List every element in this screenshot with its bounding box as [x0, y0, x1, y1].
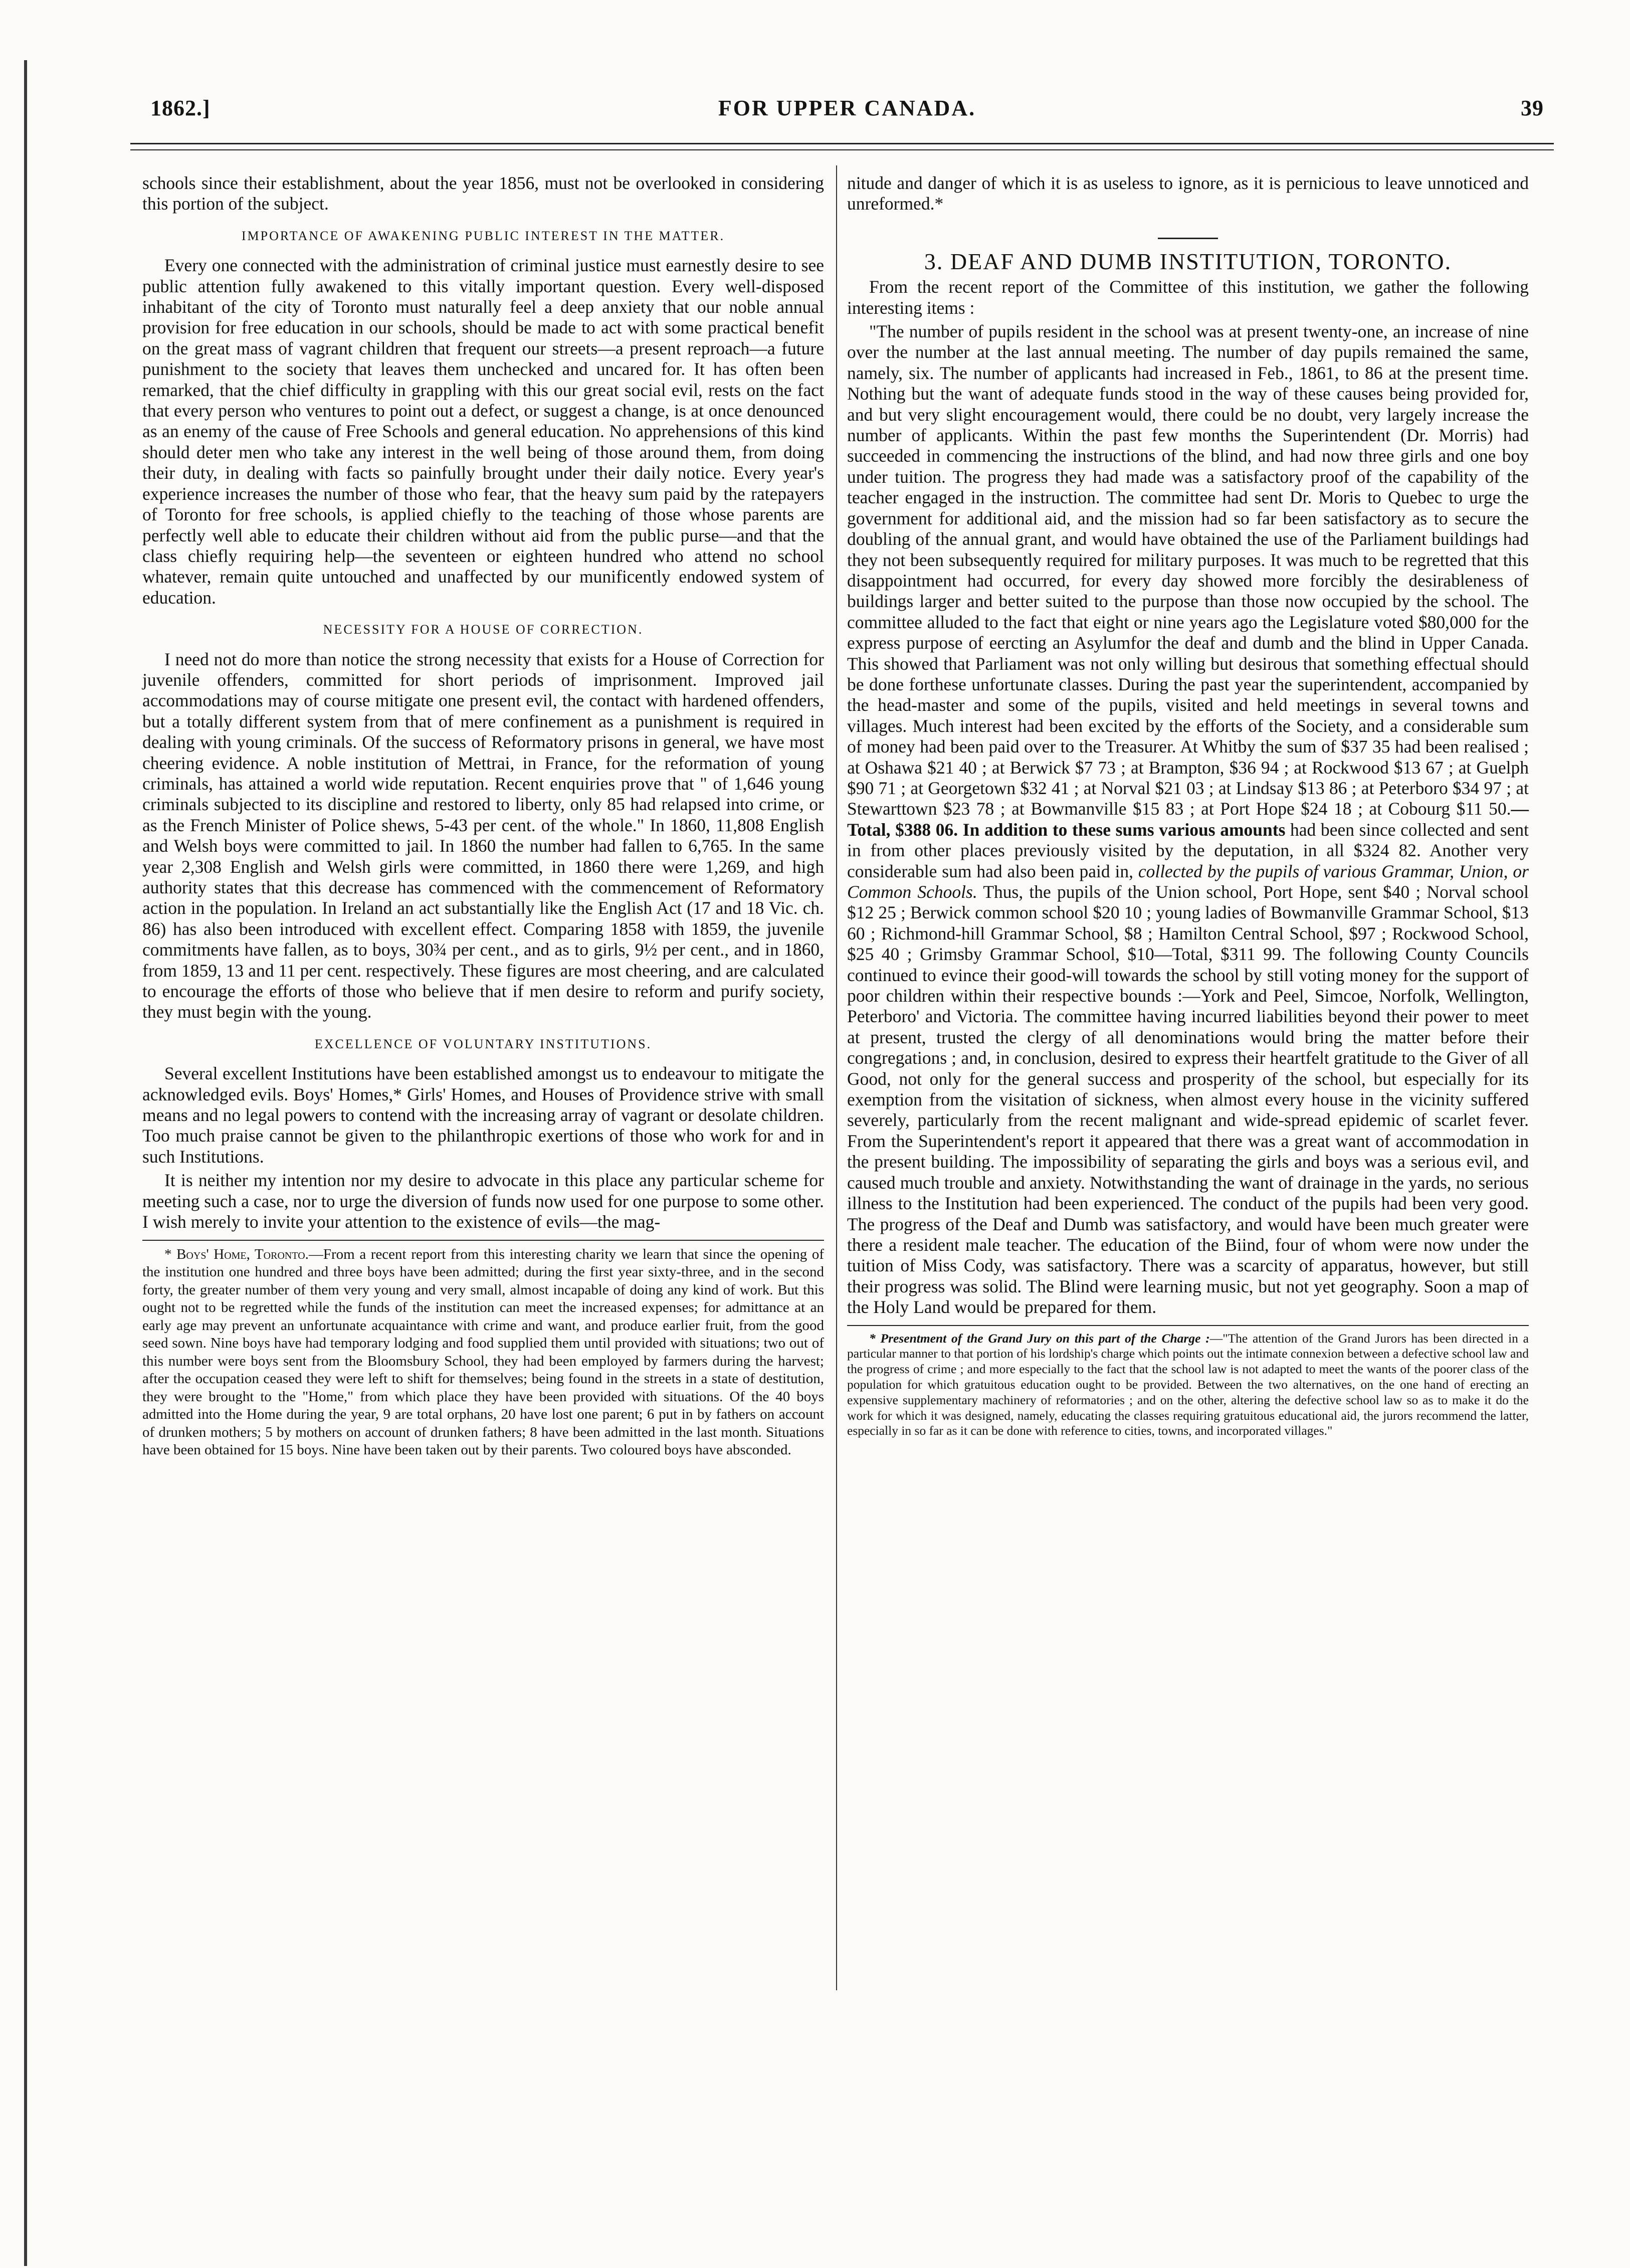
section-heading-voluntary-institutions: EXCELLENCE OF VOLUNTARY INSTITUTIONS.	[314, 1036, 652, 1051]
footnote-boys-home	[142, 1246, 824, 1459]
report-text-c: Thus, the pupils of the Union school, Port Hope, sent $40 ; Norval school $12 25 ; Berwick common school $20 10 ; young ladies of Bowmanville Grammar School, $13 60 ; Richmond-hill Grammar School, $8 ; Hamilton Central School, $97 ; Rockwood School, $25 40 ; Grimsby Grammar School, $10—Total, $311 99. The following County Councils continued to evince their good-will towards the school by still voting money for the support of poor children within their respective bounds :—York and Peel, Simcoe, Norfolk, Wellington, Peterboro' and Victoria. The committee having incurred liabilities beyond their power to meet at present, trusted the clergy of all denominations would bring the matter before their congregations ; and, in conclusion, desired to express their heartfelt gratitude to the Giver of all Good, not only for the general success and prosperity of the school, but especially for its exemption from the visitation of sickness, when almost every house in the vicinity suffered severely, particularly from the recent malignant and wide-spread epidemic of scarlet fever. From the Superintendent's report it appeared that there was a great want of accommodation in the present building. The impossibility of separating the girls and boys was a serious evil, and caused much trouble and anxiety. Notwithstanding the want of drainage in the yards, no serious illness to the Institution had been experienced. The conduct of the pupils had been very good. The progress of the Deaf and Dumb was satisfactory, and would have been much greater were there a resident male teacher. The education of the Biind, four of whom were now under the tuition of Miss Cody, was satisfactory. There was a scarcity of apparatus, however, but still their progress was solid. The Blind were learning music, but not yet geography. Soon a map of the Holy Land would be prepared for them.	[847, 882, 1529, 1317]
binding-edge-line	[24, 60, 27, 2266]
footnote-lead-right: * Presentment of the Grand Jury on this part of the Charge :	[869, 1331, 1210, 1346]
report-text-b: had been since collected and sent in from other places previously visited by the deputation, in all $324 82. Another very considerable sum had also been paid in,	[847, 819, 1529, 881]
article-heading: 3. DEAF AND DUMB INSTITUTION, TORONTO.	[924, 248, 1452, 274]
paragraph-voluntary-institutions: Several excellent Institutions have been established amongst us to endeavour to mitigate the acknowledged evils. Boys' Homes,* Girls' Homes, and Houses of Providence strive with small means and no legal powers to contend with the increasing array of vagrant or desolate children. Too much praise cannot be given to the philanthropic exertions of those who work for and in such Institutions.	[142, 1063, 824, 1167]
paragraph-public-interest: Every one connected with the administration of criminal justice must earnestly desire to see public attention fully awakened to this vitally important question. Every well-disposed inhabitant of the city of Toronto must naturally feel a deep anxiety that our noble annual provision for free education in our schools, should be made to act with some practical benefit on the great mass of vagrant children that frequent our streets—a present reproach—a future punishment to the society that leaves them unchecked and uncared for. It has often been remarked, that the chief difficulty in grappling with this our great social evil, rests on the fact that every person who ventures to point out a defect, or suggest a change, is at once denounced as an enemy of the cause of Free Schools and general education. No apprehensions of this kind should deter men who take any interest in the well being of those around them, from doing their duty, in dealing with facts so painfully brought under their daily notice. Every year's experience increases the number of those who fear, that the heavy sum paid by the ratepayers of Toronto for free schools, is applied chiefly to the teaching of those whose parents are perfectly well able to educate their children without aid from the public purse—and that the class chiefly requiring help—the seventeen or eighteen hundred who attend no school whatever, remain quite untouched and unaffected by our munificently endowed system of education.	[142, 255, 824, 608]
header-double-rule	[130, 143, 1554, 150]
header-title: FOR UPPER CANADA.	[718, 96, 976, 120]
paragraph-house-of-correction: I need not do more than notice the strong necessity that exists for a House of Correction for juvenile offenders, committed for short periods of imprisonment. Improved jail accommodations may of course mitigate one present evil, the contact with hardened offenders, but a totally different system from that of mere confinement as a punishment is required in dealing with young criminals. Of the success of Reformatory prisons in general, we have most cheering evidence. A noble institution of Mettrai, in France, for the reformation of young criminals, has attained a world wide reputation. Recent enquiries prove that " of 1,646 young criminals subjected to its discipline and restored to liberty, only 85 had relapsed into crime, or as the French Minister of Police shews, 5-43 per cent. of the whole." In 1860, 11,808 English and Welsh boys were committed to jail. In 1860 the number had fallen to 6,765. In the same year 2,308 English and Welsh girls were committed, in 1860 there were 1,269, and high authority states that this decrease has commenced with the commencement of Reformatory action in the population. In Ireland an act substantially like the English Act (17 and 18 Vic. ch. 86) has also been introduced with excellent effect. Comparing 1858 with 1859, the juvenile commitments have fallen, as to boys, 30¾ per cent., and as to girls, 9½ per cent., and in 1860, from 1859, 13 and 11 per cent. respectively. These figures are most cheering, and are calculated to encourage the efforts of those who believe that if men desire to reform and purify society, they must begin with the young.	[142, 649, 824, 1022]
footnote-text: —From a recent report from this interesting charity we learn that since the opening of the institution one hundred and three boys have been admitted; during the first year sixty-three, and in the second forty, the greater number of them very young and very small, almost incapable of doing any kind of work. But this ought not to be regretted while the funds of the institution can meet the increased expenses; for admittance at an early age may prevent an unfortunate acquaintance with crime and want, and produce earlier fruit, from the good seed sown. Nine boys have had temporary lodging and food supplied them until provided with situations; two out of this number were boys sent from the Bloomsbury School, they had been employed by farmers during the harvest; after the occupation ceased they were left to shift for themselves; being found in the streets in a state of destitution, they were brought to the "Home," from which place they have been provided with situations. Of the 40 boys admitted into the Home during the year, 9 are total orphans, 20 have lost one parent; 6 put in by fathers on account of drunken mothers; 5 by mothers on account of drunken fathers; 8 have been admitted in the last month. Situations have been obtained for 15 boys. Nine have been taken out by their parents. Two coloured boys have absconded.	[142, 1246, 824, 1458]
continued-paragraph-right: nitude and danger of which it is as useless to ignore, as it is pernicious to leave unnoticed and unreformed.*	[847, 173, 1529, 214]
footnote-lead: * Boys' Home, Toronto.	[164, 1246, 309, 1262]
report-text-a: "The number of pupils resident in the school was at present twenty-one, an increase of nine over the number at the last annual meeting. The number of day pupils remained the same, namely, six. The number of applicants had increased in Feb., 1861, to 86 at the present time. Nothing but the want of adequate funds stood in the way of these causes being provided for, and but very slight encouragement would, there could be no doubt, very largely increase the number of applicants. Within the past few months the Superintendent (Dr. Morris) had succeeded in commencing the instructions of the blind, and had now three girls and one boy under tuition. The progress they had made was a satisfactory proof of the capability of the teacher engaged in the instruction. The committee had sent Dr. Moris to Quebec to urge the government for additional aid, and the mission had so far been satisfactory as to secure the doubling of the annual grant, and would have obtained the use of the Parliament buildings had they not been subsequently required for military purposes. It was much to be regretted that this disappointment had occurred, for every day showed more forcibly the desirableness of buildings larger and better suited to the purpose than those now occupied by the school. The committee alluded to the fact that eight or nine years ago the Legislature voted $80,000 for the express purpose of eercting an Asylumfor the deaf and dumb and the blind in Upper Canada. This showed that Parliament was not only willing but desirous that something effectual should be done forthese unfortunate classes. During the past year the superintendent, accompanied by the head-master and some of the pupils, visited and held meetings in several towns and villages. Much interest had been excited by the efforts of the Society, and a considerable sum of money had been paid over to the Treasurer. At Whitby the sum of $37 35 had been realised ; at Oshawa $21 40 ; at Berwick $7 73 ; at Brampton, $36 94 ; at Rockwood $13 67 ; at Guelph $90 71 ; at Georgetown $32 41 ; at Norval $21 03 ; at Lindsay $13 86 ; at Peterboro $34 97 ; at Stewarttown $23 78 ; at Bowmanville $15 83 ; at Port Hope $24 18 ; at Cobourg $11 50.	[847, 321, 1529, 819]
continued-paragraph: schools since their establishment, about the year 1856, must not be overlooked in considering this portion of the subject.	[142, 173, 824, 214]
footnote-rule	[142, 1240, 824, 1241]
report-total: —Total, $388 06. In addition to these sums various amounts	[847, 799, 1529, 840]
footnote-text-right: —"The attention of the Grand Jurors has been directed in a particular manner to that portion of his lordship's charge which points out the intimate connexion between a defective school law and the progress of crime ; and more especially to the fact that the school law is not adapted to meet the wants of the poorer class of the population for which gratuitous education ought to be provided. Between the two alternatives, on the one hand of erecting an expensive supplementary machinery of reformatories ; and on the other, altering the defective school law so as to make it do the work for which it was designed, namely, educating the classes requiring gratuitous educational aid, the jurors recommend the latter, especially in so far as it can be done with reference to cities, towns, and incorporated villages."	[847, 1331, 1529, 1438]
paragraph-intro: From the recent report of the Committee of this institution, we gather the following interesting items :	[847, 277, 1529, 318]
section-heading-house-of-correction: NECESSITY FOR A HOUSE OF CORRECTION.	[323, 622, 644, 637]
footnote-grand-jury	[847, 1331, 1529, 1439]
section-separator	[1158, 238, 1218, 239]
page-number: 39	[1521, 96, 1544, 120]
footnote-rule-right	[847, 1325, 1529, 1326]
running-head	[150, 95, 1544, 130]
header-year: 1862.]	[150, 96, 211, 120]
column-divider	[836, 165, 837, 1990]
paragraph-intention: It is neither my intention nor my desire to advocate in this place any particular scheme for meeting such a case, nor to urge the diversion of funds now used for one purpose to some other. I wish merely to invite your attention to the existence of evils—the mag-	[142, 1170, 824, 1232]
report-italic: collected by the pupils of various Grammar, Union, or Common Schools.	[847, 861, 1529, 902]
paragraph-report	[847, 321, 1529, 1318]
section-heading-public-interest: IMPORTANCE OF AWAKENING PUBLIC INTEREST IN THE MATTER.	[241, 228, 725, 243]
right-column	[847, 173, 1529, 1442]
left-column	[142, 173, 824, 1462]
